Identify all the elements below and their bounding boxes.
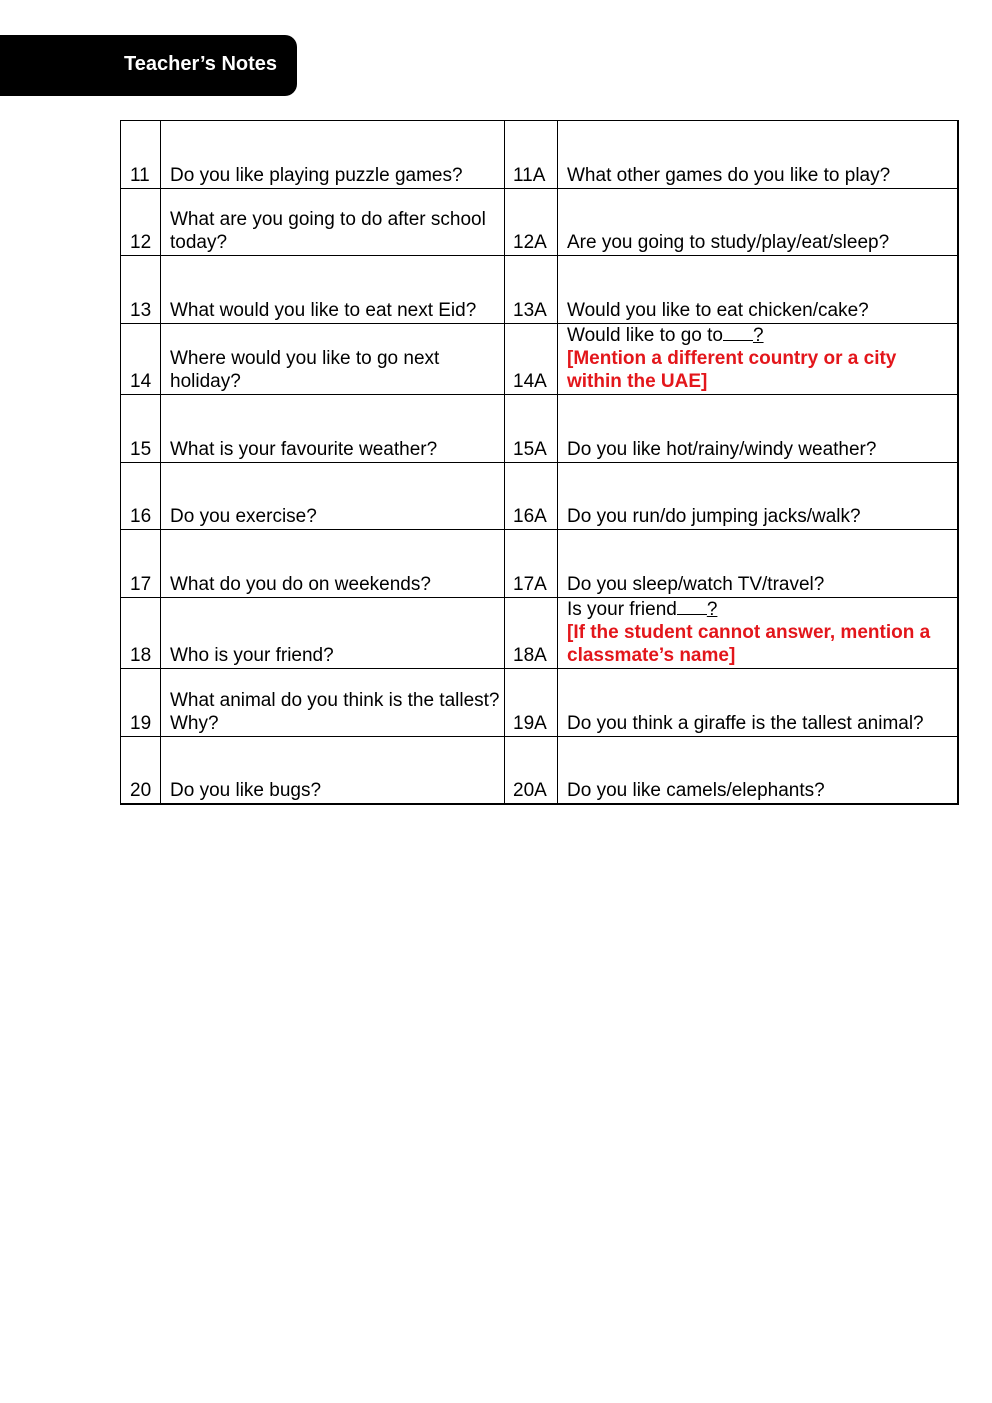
table-row (121, 598, 958, 669)
question-number: 15 (121, 395, 161, 463)
table-row (121, 395, 958, 463)
answer-blank (677, 598, 707, 615)
alt-question-cell (558, 324, 958, 395)
question-number: 20 (121, 736, 161, 804)
alt-question-text: Would you like to eat chicken/cake? (558, 256, 958, 324)
alt-prompt-text: Would like to go to (567, 325, 723, 347)
teacher-note: [Mention a different country or a city within the UAE] (567, 348, 897, 393)
blank-end: ? (706, 599, 718, 621)
question-text: Do you like bugs? (161, 736, 505, 804)
table-row (121, 462, 958, 530)
alt-question-number: 13A (505, 256, 558, 324)
page-title: Teacher’s Notes (124, 53, 278, 75)
table-row (121, 256, 958, 324)
question-text: Where would you like to go next holiday? (161, 324, 505, 395)
question-text: What would you like to eat next Eid? (161, 256, 505, 324)
question-number: 11 (121, 121, 161, 189)
teacher-note: [If the student cannot answer, mention a classmate’s name] (567, 622, 931, 667)
alt-question-number: 18A (505, 598, 558, 669)
question-text: Do you like playing puzzle games? (161, 121, 505, 189)
questions-table (120, 120, 959, 805)
alt-prompt-line (567, 324, 957, 347)
table-row (121, 324, 958, 395)
alt-question-number: 16A (505, 462, 558, 530)
alt-question-number: 14A (505, 324, 558, 395)
question-number: 19 (121, 669, 161, 737)
alt-question-cell (558, 598, 958, 669)
alt-prompt-text: Is your friend (567, 599, 677, 621)
table-row (121, 188, 958, 256)
question-text: Who is your friend? (161, 598, 505, 669)
alt-question-number: 19A (505, 669, 558, 737)
question-number: 14 (121, 324, 161, 395)
alt-question-text: Do you like hot/rainy/windy weather? (558, 395, 958, 463)
alt-question-text: Do you run/do jumping jacks/walk? (558, 462, 958, 530)
question-number: 18 (121, 598, 161, 669)
question-text: What are you going to do after school today? (161, 188, 505, 256)
alt-question-number: 12A (505, 188, 558, 256)
blank-end: ? (752, 325, 764, 347)
table-row (121, 669, 958, 737)
alt-question-text: Do you like camels/elephants? (558, 736, 958, 804)
alt-question-text: Do you think a giraffe is the tallest animal? (558, 669, 958, 737)
question-number: 17 (121, 530, 161, 598)
alt-question-number: 17A (505, 530, 558, 598)
alt-question-text: What other games do you like to play? (558, 121, 958, 189)
alt-question-text: Do you sleep/watch TV/travel? (558, 530, 958, 598)
alt-question-text: Are you going to study/play/eat/sleep? (558, 188, 958, 256)
table-row (121, 121, 958, 189)
question-number: 16 (121, 462, 161, 530)
alt-question-number: 11A (505, 121, 558, 189)
question-number: 12 (121, 188, 161, 256)
question-text: What is your favourite weather? (161, 395, 505, 463)
alt-prompt-line (567, 598, 957, 621)
question-text: What do you do on weekends? (161, 530, 505, 598)
table-row (121, 736, 958, 804)
answer-blank (723, 324, 753, 341)
question-number: 13 (121, 256, 161, 324)
question-text: What animal do you think is the tallest? Why? (161, 669, 505, 737)
alt-question-number: 15A (505, 395, 558, 463)
table-row (121, 530, 958, 598)
question-text: Do you exercise? (161, 462, 505, 530)
alt-question-number: 20A (505, 736, 558, 804)
